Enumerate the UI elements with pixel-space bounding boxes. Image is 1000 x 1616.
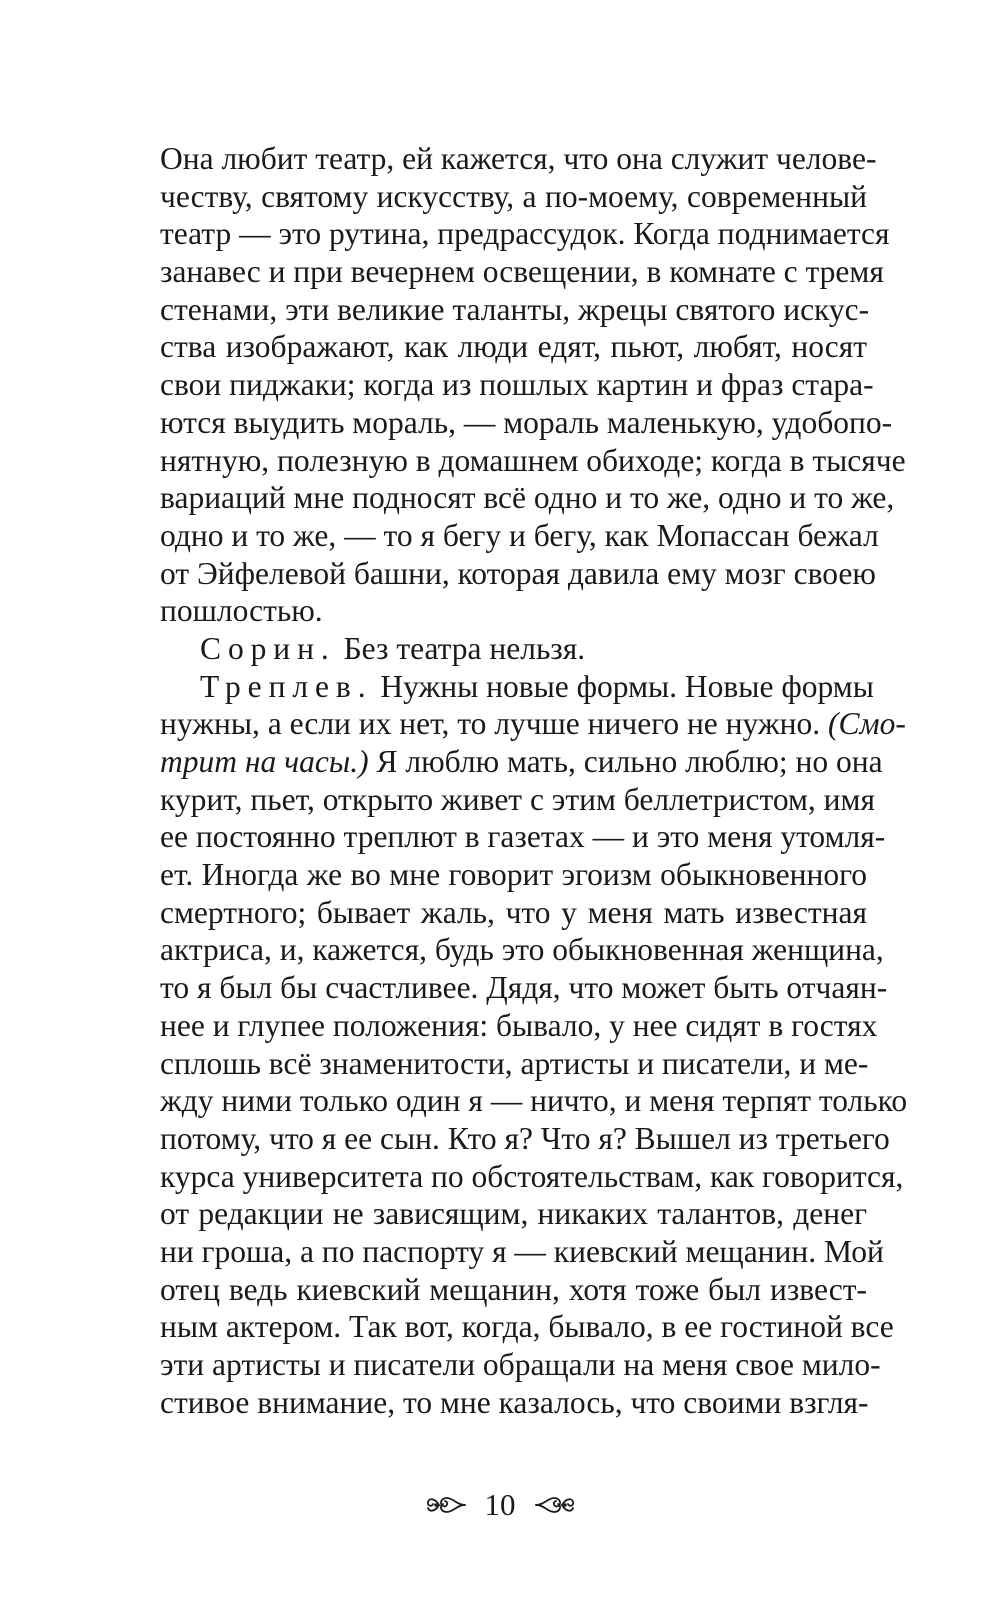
page-footer [0,1482,1000,1525]
text-line: смертного; бывает жаль, что у меня мать известная [160,894,867,930]
text-line: свои пиджаки; когда из пошлых картин и фраз стара- [160,367,874,403]
monologue-paragraph [160,781,908,1422]
text-line: отец ведь киевский мещанин, хотя тоже был извест- [160,1271,867,1307]
text-line: эти артисты и писатели обращали на меня свое мило- [160,1347,881,1382]
text-line: от Эйфелевой башни, которая давила ему мозг своею [160,555,876,591]
text-line: стенами, эти великие таланты, жрецы святого искус- [160,291,870,327]
text-line: ются выудить мораль, — мораль маленькую, удобопо- [160,404,893,440]
stage-direction: трит на часы.) [160,744,369,779]
fleuron-icon [425,1492,467,1518]
text-line: ет. Иногда же во мне говорит эгоизм обыкновенного [160,857,867,893]
text-line: сплошь всё знаменитости, артисты и писатели, и ме- [160,1045,869,1081]
text-line: нее и глупее положения: бывало, у нее сидят в гостях [160,1007,878,1043]
text-line [160,743,883,781]
dialogue-line-sorin [160,630,867,668]
dialogue-text: Без театра нельзя. [335,630,586,666]
stage-direction: (Смо- [827,706,906,742]
text-line: нятную, полезную в домашнем обиходе; когда в тысяче [160,442,906,478]
text-line [160,705,906,743]
text-line: актриса, и, кажется, будь это обыкновенная женщина, [160,932,884,968]
text-line: ее постоянно треплют в газетах — и это меня утомля- [160,819,886,855]
text-line: вариаций мне подносят всё одно и то же, одно и то же, [160,480,895,516]
text-line: потому, что я ее сын. Кто я? Что я? Вышел из третьего [160,1120,890,1156]
text-line: ным актером. Так вот, когда, бывало, в ее гостиной все [160,1309,894,1345]
speaker-name: Треплев. [200,668,373,704]
text-line: стивое внимание, то мне казалось, что своими взгля- [160,1384,869,1420]
text-line: курит, пьет, открыто живет с этим беллетристом, имя [160,781,875,817]
speaker-name: Сорин. [200,630,336,666]
dialogue-text: нужны, а если их нет, то лучше ничего не нужно. [160,706,828,742]
text-line: Она любит театр, ей кажется, что она служит челове- [160,141,877,176]
text-line: ства изображают, как люди едят, пьют, любят, носят [160,329,867,365]
text-line: занавес и при вечернем освещении, в комнате с тремя [160,254,884,290]
text-line: пошлостью. [160,593,323,629]
dialogue-text: Нужны новые формы. Новые формы [372,668,874,704]
dialogue-line-treplev [160,668,874,706]
text-line: жду ними только один я — ничто, и меня терпят только [160,1083,908,1119]
page-number: 10 [484,1486,516,1522]
text-line: то я был бы счастливее. Дядя, что может быть отчаян- [160,970,888,1006]
dialogue-text: Я люблю мать, сильно люблю; но она [368,744,883,779]
fleuron-icon [534,1492,576,1518]
page-body-text [160,140,908,1421]
monologue-paragraph [160,140,906,630]
text-line: курса университета по обстоятельствам, как говорится, [160,1158,904,1194]
text-line: одно и то же, — то я бегу и бегу, как Мопассан бежал [160,517,879,553]
text-line: честву, святому искусству, а по-моему, современный [160,178,867,214]
text-line: ни гроша, а по паспорту я — киевский мещанин. Мой [160,1233,884,1269]
text-line: театр — это рутина, предрассудок. Когда поднимается [160,216,890,252]
text-line: от редакции не зависящим, никаких талантов, денег [160,1196,867,1232]
